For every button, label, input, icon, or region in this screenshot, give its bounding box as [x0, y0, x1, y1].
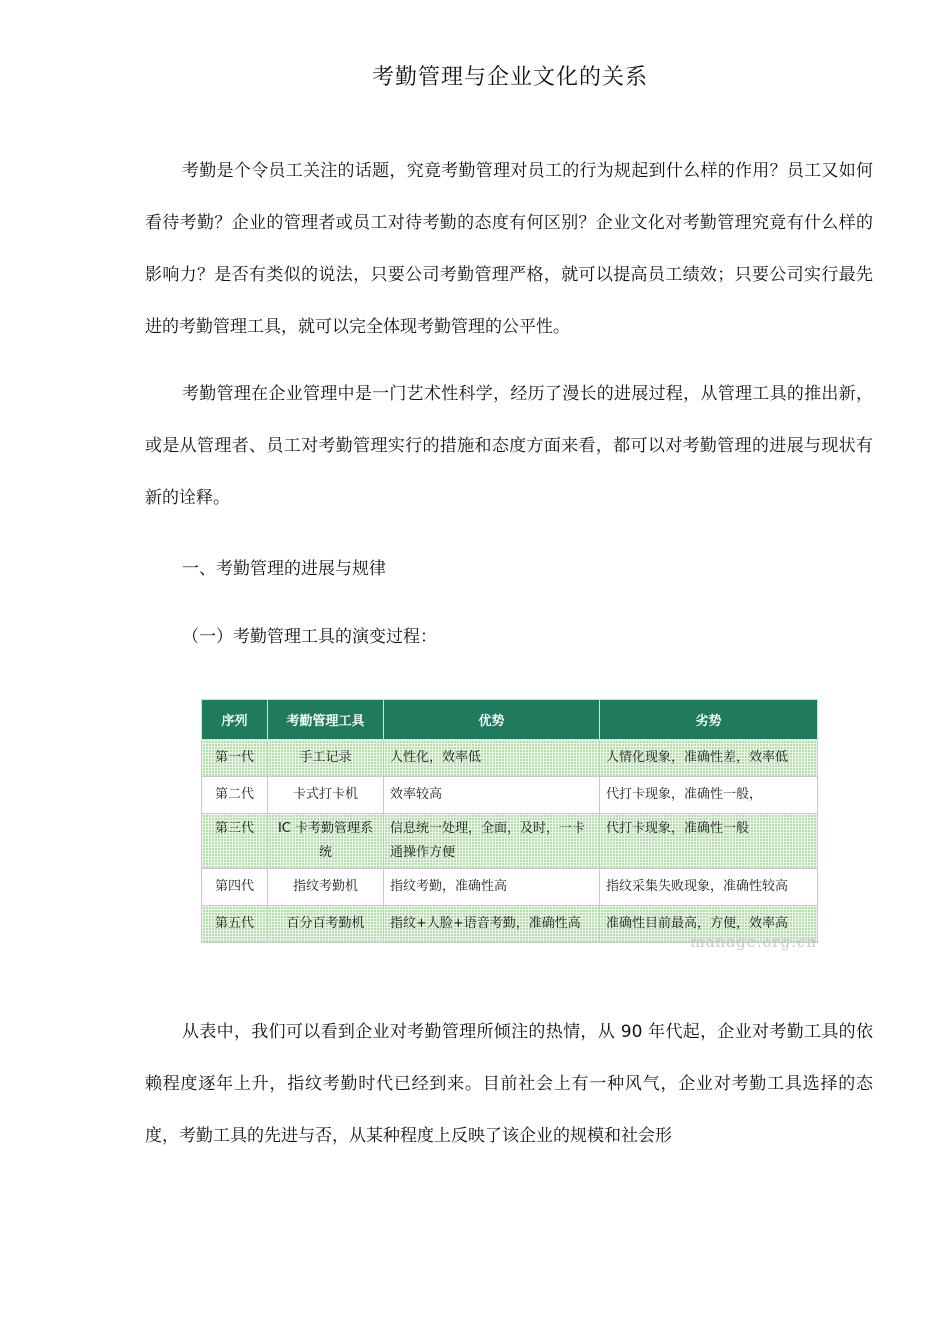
- paragraph-analysis: 从表中，我们可以看到企业对考勤管理所倾注的热情，从 90 年代起，企业对考勤工具的依赖程度逐年上升，指纹考勤时代已经到来。目前社会上有一种风气，企业对考勤工具选择的态度，考勤工具的先进与否，从某种程度上反映了该企业的规模和社会形: [145, 1022, 873, 1146]
- column-header-tool: 考勤管理工具: [268, 700, 384, 740]
- cell-pro: 人性化，效率低: [384, 740, 600, 777]
- cell-tool: 卡式打卡机: [268, 777, 384, 814]
- column-header-seq: 序列: [202, 700, 268, 740]
- cell-seq: 第三代: [202, 814, 268, 869]
- table-header-row: [202, 700, 818, 740]
- table-row: [202, 777, 818, 814]
- cell-seq: 第四代: [202, 869, 268, 906]
- cell-tool: 手工记录: [268, 740, 384, 777]
- cell-con: 代打卡现象，准确性一般，: [600, 777, 818, 814]
- cell-con: 代打卡现象，准确性一般: [600, 814, 818, 869]
- cell-seq: 第二代: [202, 777, 268, 814]
- cell-pro: 效率较高: [384, 777, 600, 814]
- attendance-tools-table: [201, 699, 818, 943]
- cell-con: 人情化现象，准确性差，效率低: [600, 740, 818, 777]
- watermark: manage.org.cn: [690, 933, 817, 951]
- column-header-pro: 优势: [384, 700, 600, 740]
- cell-tool: 百分百考勤机: [268, 906, 384, 943]
- cell-con: 指纹采集失败现象，准确性较高: [600, 869, 818, 906]
- section-heading: 一、考勤管理的进展与规律: [182, 559, 386, 579]
- tools-table-container: [201, 699, 817, 951]
- cell-seq: 第五代: [202, 906, 268, 943]
- cell-pro: 信息统一处理，全面，及时，一卡通操作方便: [384, 814, 600, 869]
- table-row: [202, 814, 818, 869]
- column-header-con: 劣势: [600, 700, 818, 740]
- cell-con: 准确性目前最高，方便，效率高: [600, 906, 818, 943]
- cell-tool: IC 卡考勤管理系统: [268, 814, 384, 869]
- document-title: 考勤管理与企业文化的关系: [371, 65, 648, 90]
- cell-seq: 第一代: [202, 740, 268, 777]
- paragraph-intro: 考勤是个令员工关注的话题，究竟考勤管理对员工的行为规起到什么样的作用？员工又如何看待考勤？企业的管理者或员工对待考勤的态度有何区别？企业文化对考勤管理究竟有什么样的影响力？是否有类似的说法，只要公司考勤管理严格，就可以提高员工绩效；只要公司实行最先进的考勤管理工具，就可以完全体现考勤管理的公平性。: [145, 161, 873, 337]
- paragraph-development: 考勤管理在企业管理中是一门艺术性科学，经历了漫长的进展过程，从管理工具的推出新，或是从管理者、员工对考勤管理实行的措施和态度方面来看，都可以对考勤管理的进展与现状有新的诠释。: [145, 384, 873, 508]
- table-row: [202, 869, 818, 906]
- cell-pro: 指纹+人脸+语音考勤，准确性高: [384, 906, 600, 943]
- subsection-heading: （一）考勤管理工具的演变过程：: [182, 627, 437, 647]
- cell-tool: 指纹考勤机: [268, 869, 384, 906]
- cell-pro: 指纹考勤，准确性高: [384, 869, 600, 906]
- table-row: [202, 740, 818, 777]
